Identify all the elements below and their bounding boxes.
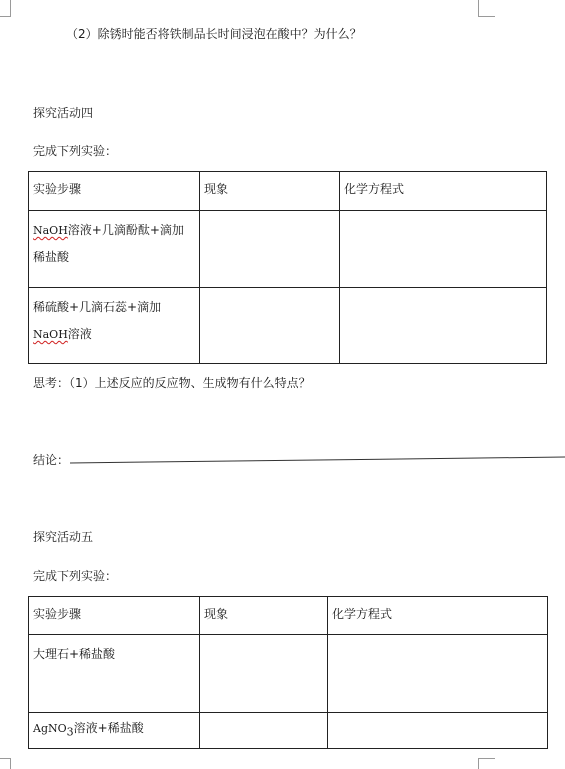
header-phenomenon: 现象 <box>200 597 328 635</box>
table-row <box>29 713 548 749</box>
think-question: 思考：（1）上述反应的反应物、生成物有什么特点？ <box>33 376 311 390</box>
activity-5-table <box>28 596 548 749</box>
equation-cell[interactable] <box>340 288 547 364</box>
step-text: 溶液+稀盐酸 <box>73 721 144 735</box>
activity-5-title: 探究活动五 <box>33 530 94 544</box>
step-cell <box>29 288 200 364</box>
reagent-agno3: AgNO <box>33 722 67 735</box>
activity-4-title: 探究活动四 <box>33 106 94 120</box>
reagent-naoh: NaOH <box>33 224 68 237</box>
step-text: 溶液+几滴酚酞+滴加稀盐酸 <box>33 223 184 264</box>
activity-4-instruction: 完成下列实验： <box>33 144 118 158</box>
activity-4-table <box>28 171 547 364</box>
corner-mark-bottom-left <box>0 758 11 769</box>
phenomenon-cell[interactable] <box>200 713 328 749</box>
step-text: 稀硫酸+几滴石蕊+滴加 <box>33 300 162 314</box>
table-header-row <box>29 172 547 211</box>
header-phenomenon: 现象 <box>200 172 340 211</box>
header-step: 实验步骤 <box>29 172 200 211</box>
table-row <box>29 635 548 713</box>
table-header-row <box>29 597 548 635</box>
phenomenon-cell[interactable] <box>200 635 328 713</box>
step-text-end: 溶液 <box>67 327 92 341</box>
header-equation: 化学方程式 <box>340 172 547 211</box>
conclusion-line[interactable] <box>0 450 565 470</box>
phenomenon-cell[interactable] <box>200 211 340 288</box>
equation-cell[interactable] <box>328 713 548 749</box>
header-step: 实验步骤 <box>29 597 200 635</box>
step-cell <box>29 713 200 749</box>
conclusion-label: 结论： <box>33 453 70 467</box>
equation-cell[interactable] <box>328 635 548 713</box>
question-2: （2）除锈时能否将铁制品长时间浸泡在酸中？为什么？ <box>66 27 362 41</box>
corner-mark-top-left <box>0 0 11 17</box>
activity-5-instruction: 完成下列实验： <box>33 569 118 583</box>
phenomenon-cell[interactable] <box>200 288 340 364</box>
step-cell: 大理石+稀盐酸 <box>29 635 200 713</box>
reagent-naoh: NaOH <box>33 328 68 341</box>
table-row <box>29 288 547 364</box>
header-equation: 化学方程式 <box>328 597 548 635</box>
corner-mark-bottom-right <box>478 758 495 769</box>
equation-cell[interactable] <box>340 211 547 288</box>
subscript-3: 3 <box>66 725 74 739</box>
table-row <box>29 211 547 288</box>
corner-mark-top-right <box>478 0 495 17</box>
step-cell <box>29 211 200 288</box>
